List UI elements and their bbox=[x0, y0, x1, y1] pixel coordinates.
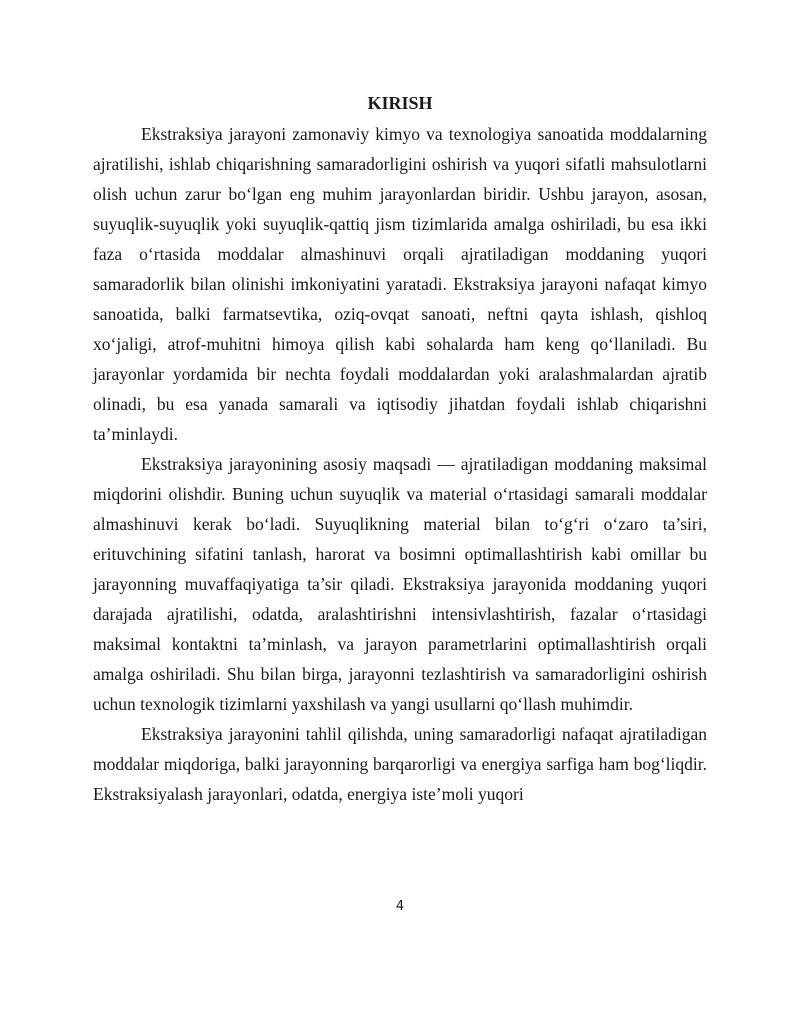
page-number: 4 bbox=[395, 899, 405, 914]
body-text bbox=[93, 119, 707, 809]
paragraph-1: Ekstraksiya jarayoni zamonaviy kimyo va texnologiya sanoatida moddalarning ajratilishi, ishlab chiqarishning samaradorligini oshirish va yuqori sifatli mahsulotlarni olish uchun zarur bo‘lgan eng muhim jarayonlardan biridir. Ushbu jarayon, asosan, suyuqlik-suyuqlik yoki suyuqlik-qattiq jism tizimlarida amalga oshiriladi, bu esa ikki faza o‘rtasida moddalar almashinuvi orqali ajratiladigan moddaning yuqori samaradorlik bilan olinishi imkoniyatini yaratadi. Ekstraksiya jarayoni nafaqat kimyo sanoatida, balki farmatsevtika, oziq-ovqat sanoati, neftni qayta ishlash, qishloq xo‘jaligi, atrof-muhitni himoya qilish kabi sohalarda ham keng qo‘llaniladi. Bu jarayonlar yordamida bir nechta foydali moddalardan yoki aralashmalardan ajratib olinadi, bu esa yanada samarali va iqtisodiy jihatdan foydali ishlab chiqarishni ta’minlaydi. bbox=[93, 124, 707, 444]
section-title: KIRISH bbox=[367, 93, 433, 113]
paragraph-2: Ekstraksiya jarayonining asosiy maqsadi — ajratiladigan moddaning maksimal miqdorini olishdir. Buning uchun suyuqlik va material o‘rtasidagi samarali moddalar almashinuvi kerak bo‘ladi. Suyuqlikning material bilan to‘g‘ri o‘zaro ta’siri, erituvchining sifatini tanlash, harorat va bosimni optimallashtirish kabi omillar bu jarayonning muvaffaqiyatiga ta’sir qiladi. Ekstraksiya jarayonida moddaning yuqori darajada ajratilishi, odatda, aralashtirishni intensivlashtirish, fazalar o‘rtasidagi maksimal kontaktni ta’minlash, va jarayon parametrlarini optimallashtirish orqali amalga oshiriladi. Shu bilan birga, jarayonni tezlashtirish va samaradorligini oshirish uchun texnologik tizimlarni yaxshilash va yangi usullarni qo‘llash muhimdir. bbox=[93, 454, 707, 714]
paragraph-3: Ekstraksiya jarayonini tahlil qilishda, uning samaradorligi nafaqat ajratiladigan moddalar miqdoriga, balki jarayonning barqarorligi va energiya sarfiga ham bog‘liqdir. Ekstraksiyalash jarayonlari, odatda, energiya iste’moli yuqori bbox=[93, 724, 707, 804]
